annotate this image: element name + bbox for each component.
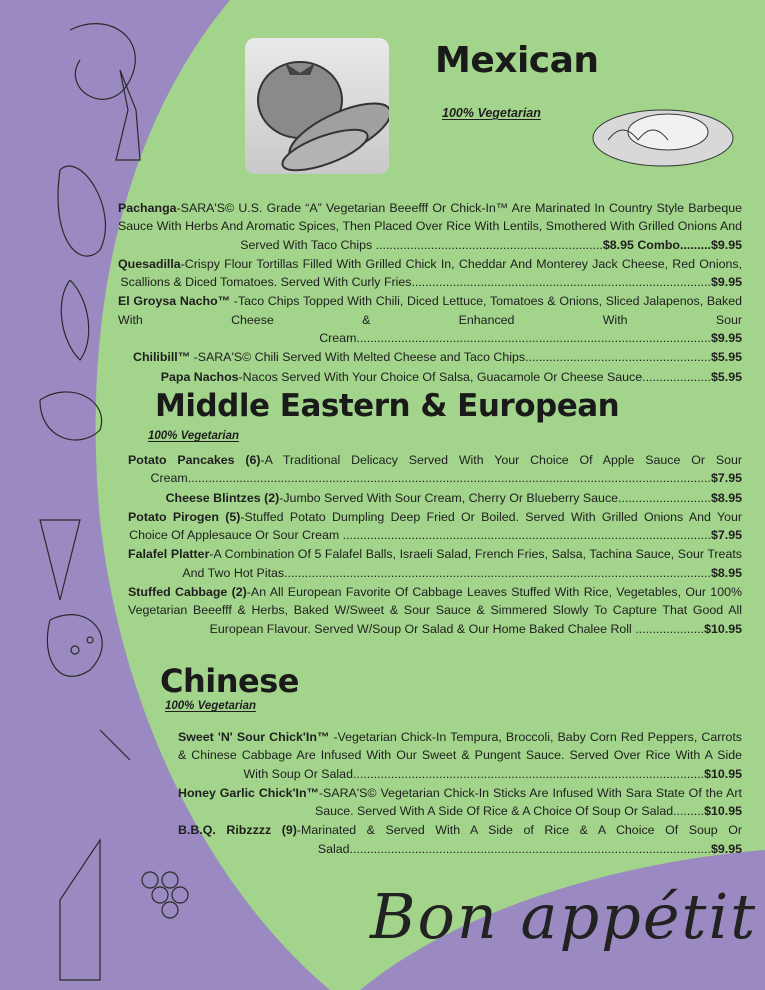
menu-item: Sweet 'N' Sour Chick'In™ -Vegetarian Chick-In Tempura, Broccoli, Baby Corn Red Peppers, Carrots & Chinese Cabbage Are Infused With Our Sweet & Pungent Sauce. Served Over Rice With A Side With Soup Or Salad......................................................................................................$10.95 (178, 730, 743, 781)
mexican-menu (118, 199, 742, 387)
menu-item: Papa Nachos-Nacos Served With Your Choice Of Salsa, Guacamole Or Cheese Sauce....................$5.95 (160, 369, 742, 384)
menu-item: Chilibill™ -SARA'S© Chili Served With Melted Cheese and Taco Chips......................................................$5.95 (133, 350, 742, 365)
chinese-menu (178, 728, 742, 859)
mexican-title: Mexican (435, 40, 599, 81)
menu-item: El Groysa Nacho™ -Taco Chips Topped With Chili, Diced Lettuce, Tomatoes & Onions, Sliced Jalapenos, Baked With Cheese & Enhanced With Sour Cream.......................................................................................................$9.95 (118, 294, 742, 346)
menu-item: Pachanga-SARA'S© U.S. Grade “A” Vegetarian Beeefff Or Chick-In™ Are Marinated In Country Style Barbeque Sauce With Herbs And Aromatic Spices, Then Placed Over Rice With Lentils, Smothered With Grilled Onions And Served With Taco Chips ..................................................................$8.95 Combo.........$9.95 (118, 201, 742, 252)
menu-item: Cheese Blintzes (2)-Jumbo Served With Sour Cream, Cherry Or Blueberry Sauce...........................$8.95 (165, 490, 742, 505)
middle-eastern-title: Middle Eastern & European (155, 388, 620, 424)
bon-appetit-script: Bon appétit (370, 880, 758, 953)
menu-item: Quesadilla-Crispy Flour Tortillas Filled With Grilled Chick In, Cheddar And Monterey Jack Cheese, Red Onions, Scallions & Diced Tomatoes. Served With Curly Fries.......................................................................................$9.95 (118, 256, 742, 290)
chinese-title: Chinese (160, 662, 299, 700)
menu-item: Stuffed Cabbage (2)-An All European Favorite Of Cabbage Leaves Stuffed With Rice, Vegetables, Our 100% Vegetarian Beeefff & Herbs, Baked W/Sweet & Sour Sauce & Simmered Slowly To Capture That Good All European Flavour. Served W/Soup Or Salad & Our Home Baked Chalee Roll ....................$10.95 (128, 585, 742, 636)
tomato-dumpling-illustration (245, 38, 389, 174)
menu-item: Potato Pancakes (6)-A Traditional Delicacy Served With Your Choice Of Apple Sauce Or Sour Cream........................................................................................................................................................$7.95 (128, 453, 742, 486)
menu-item: B.B.Q. Ribzzzz (9)-Marinated & Served With A Side of Rice & A Choice Of Soup Or Salad.........................................................................................................$9.95 (178, 823, 742, 856)
menu-item: Potato Pirogen (5)-Stuffed Potato Dumpling Deep Fried Or Boiled. Served With Grilled Onions And Your Choice Of Applesauce Or Sour Cream ...........................................................................................................$7.95 (128, 509, 743, 543)
menu-item: Honey Garlic Chick'In™-SARA'S© Vegetarian Chick-In Sticks Are Infused With Sara State Of the Art Sauce. Served With A Side Of Rice & A Choice Of Soup Or Salad.........$10.95 (178, 785, 742, 819)
middle-eastern-subtitle: 100% Vegetarian (148, 430, 239, 442)
tomato-dumpling-image (245, 38, 389, 174)
chinese-subtitle: 100% Vegetarian (165, 700, 256, 712)
salad-plate-image (588, 100, 738, 170)
menu-item: Falafel Platter-A Combination Of 5 Falafel Balls, Israeli Salad, French Fries, Salsa, Tachina Sauce, Sour Treats And Two Hot Pitas............................................................................................................................$8.95 (128, 547, 742, 580)
middle-eastern-menu (128, 451, 742, 639)
mexican-subtitle: 100% Vegetarian (442, 106, 541, 120)
